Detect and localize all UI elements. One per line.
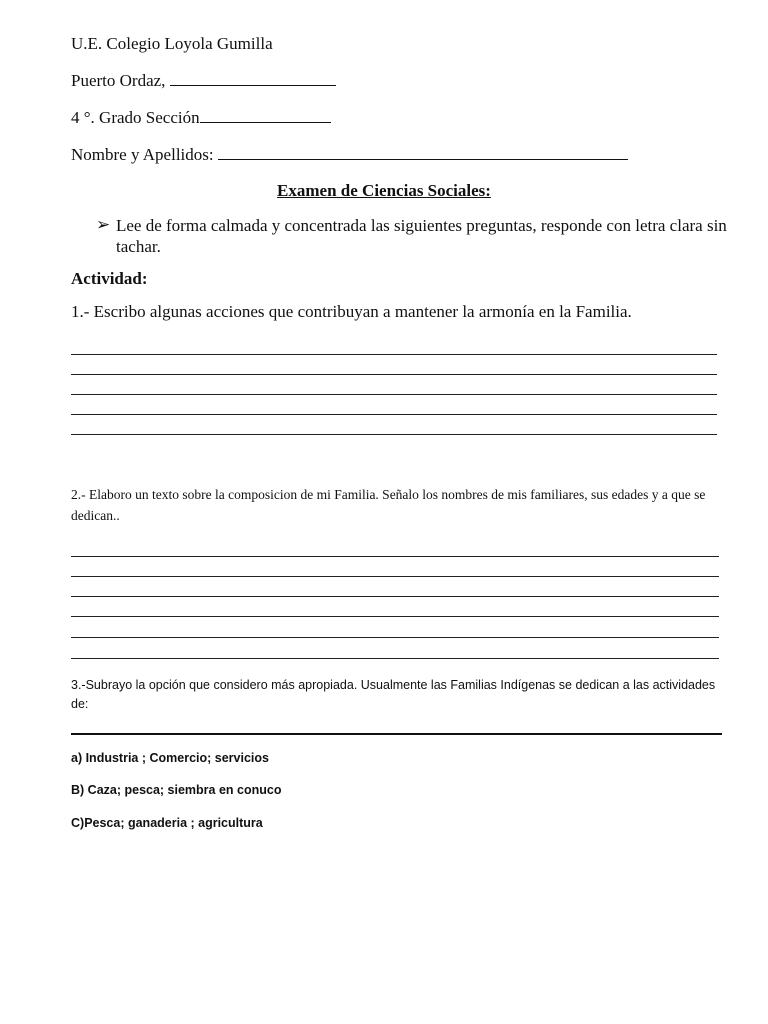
- option-c[interactable]: C)Pesca; ganaderia ; agricultura: [71, 816, 263, 830]
- option-b[interactable]: B) Caza; pesca; siembra en conuco: [71, 783, 282, 797]
- grade-line: [71, 108, 331, 128]
- answer-line[interactable]: [71, 374, 717, 375]
- date-blank[interactable]: [170, 71, 336, 86]
- name-blank[interactable]: [218, 145, 628, 160]
- place-label: Puerto Ordaz,: [71, 71, 166, 90]
- answer-line[interactable]: [71, 637, 719, 638]
- question-3: 3.-Subrayo la opción que considero más apropiada. Usualmente las Familias Indígenas se dedican a las actividades de:: [71, 678, 716, 711]
- answer-line[interactable]: [71, 658, 719, 659]
- answer-line[interactable]: [71, 354, 717, 355]
- activity-heading: Actividad:: [71, 269, 148, 288]
- option-a[interactable]: a) Industria ; Comercio; servicios: [71, 751, 269, 765]
- answer-line[interactable]: [71, 434, 717, 435]
- section-blank[interactable]: [200, 108, 331, 123]
- answer-line[interactable]: [71, 616, 719, 617]
- answer-line[interactable]: [71, 414, 717, 415]
- question-1: 1.- Escribo algunas acciones que contribuyan a mantener la armonía en la Familia.: [71, 302, 632, 321]
- place-date-line: [71, 71, 336, 91]
- grade-label: 4 °. Grado Sección: [71, 108, 200, 127]
- school-name: U.E. Colegio Loyola Gumilla: [71, 34, 273, 53]
- answer-line[interactable]: [71, 596, 719, 597]
- exam-title: Examen de Ciencias Sociales:: [277, 181, 491, 200]
- arrow-bullet-icon: ➢: [96, 215, 111, 234]
- name-label: Nombre y Apellidos:: [71, 145, 214, 164]
- question-2: 2.- Elaboro un texto sobre la composicion de mi Familia. Señalo los nombres de mis familiares, sus edades y a que se dedican..: [71, 487, 706, 523]
- section-divider: [71, 733, 722, 735]
- instruction-text: Lee de forma calmada y concentrada las siguientes preguntas, responde con letra clara sin tachar.: [116, 216, 727, 256]
- answer-line[interactable]: [71, 556, 719, 557]
- name-line: [71, 145, 628, 165]
- answer-line[interactable]: [71, 576, 719, 577]
- answer-line[interactable]: [71, 394, 717, 395]
